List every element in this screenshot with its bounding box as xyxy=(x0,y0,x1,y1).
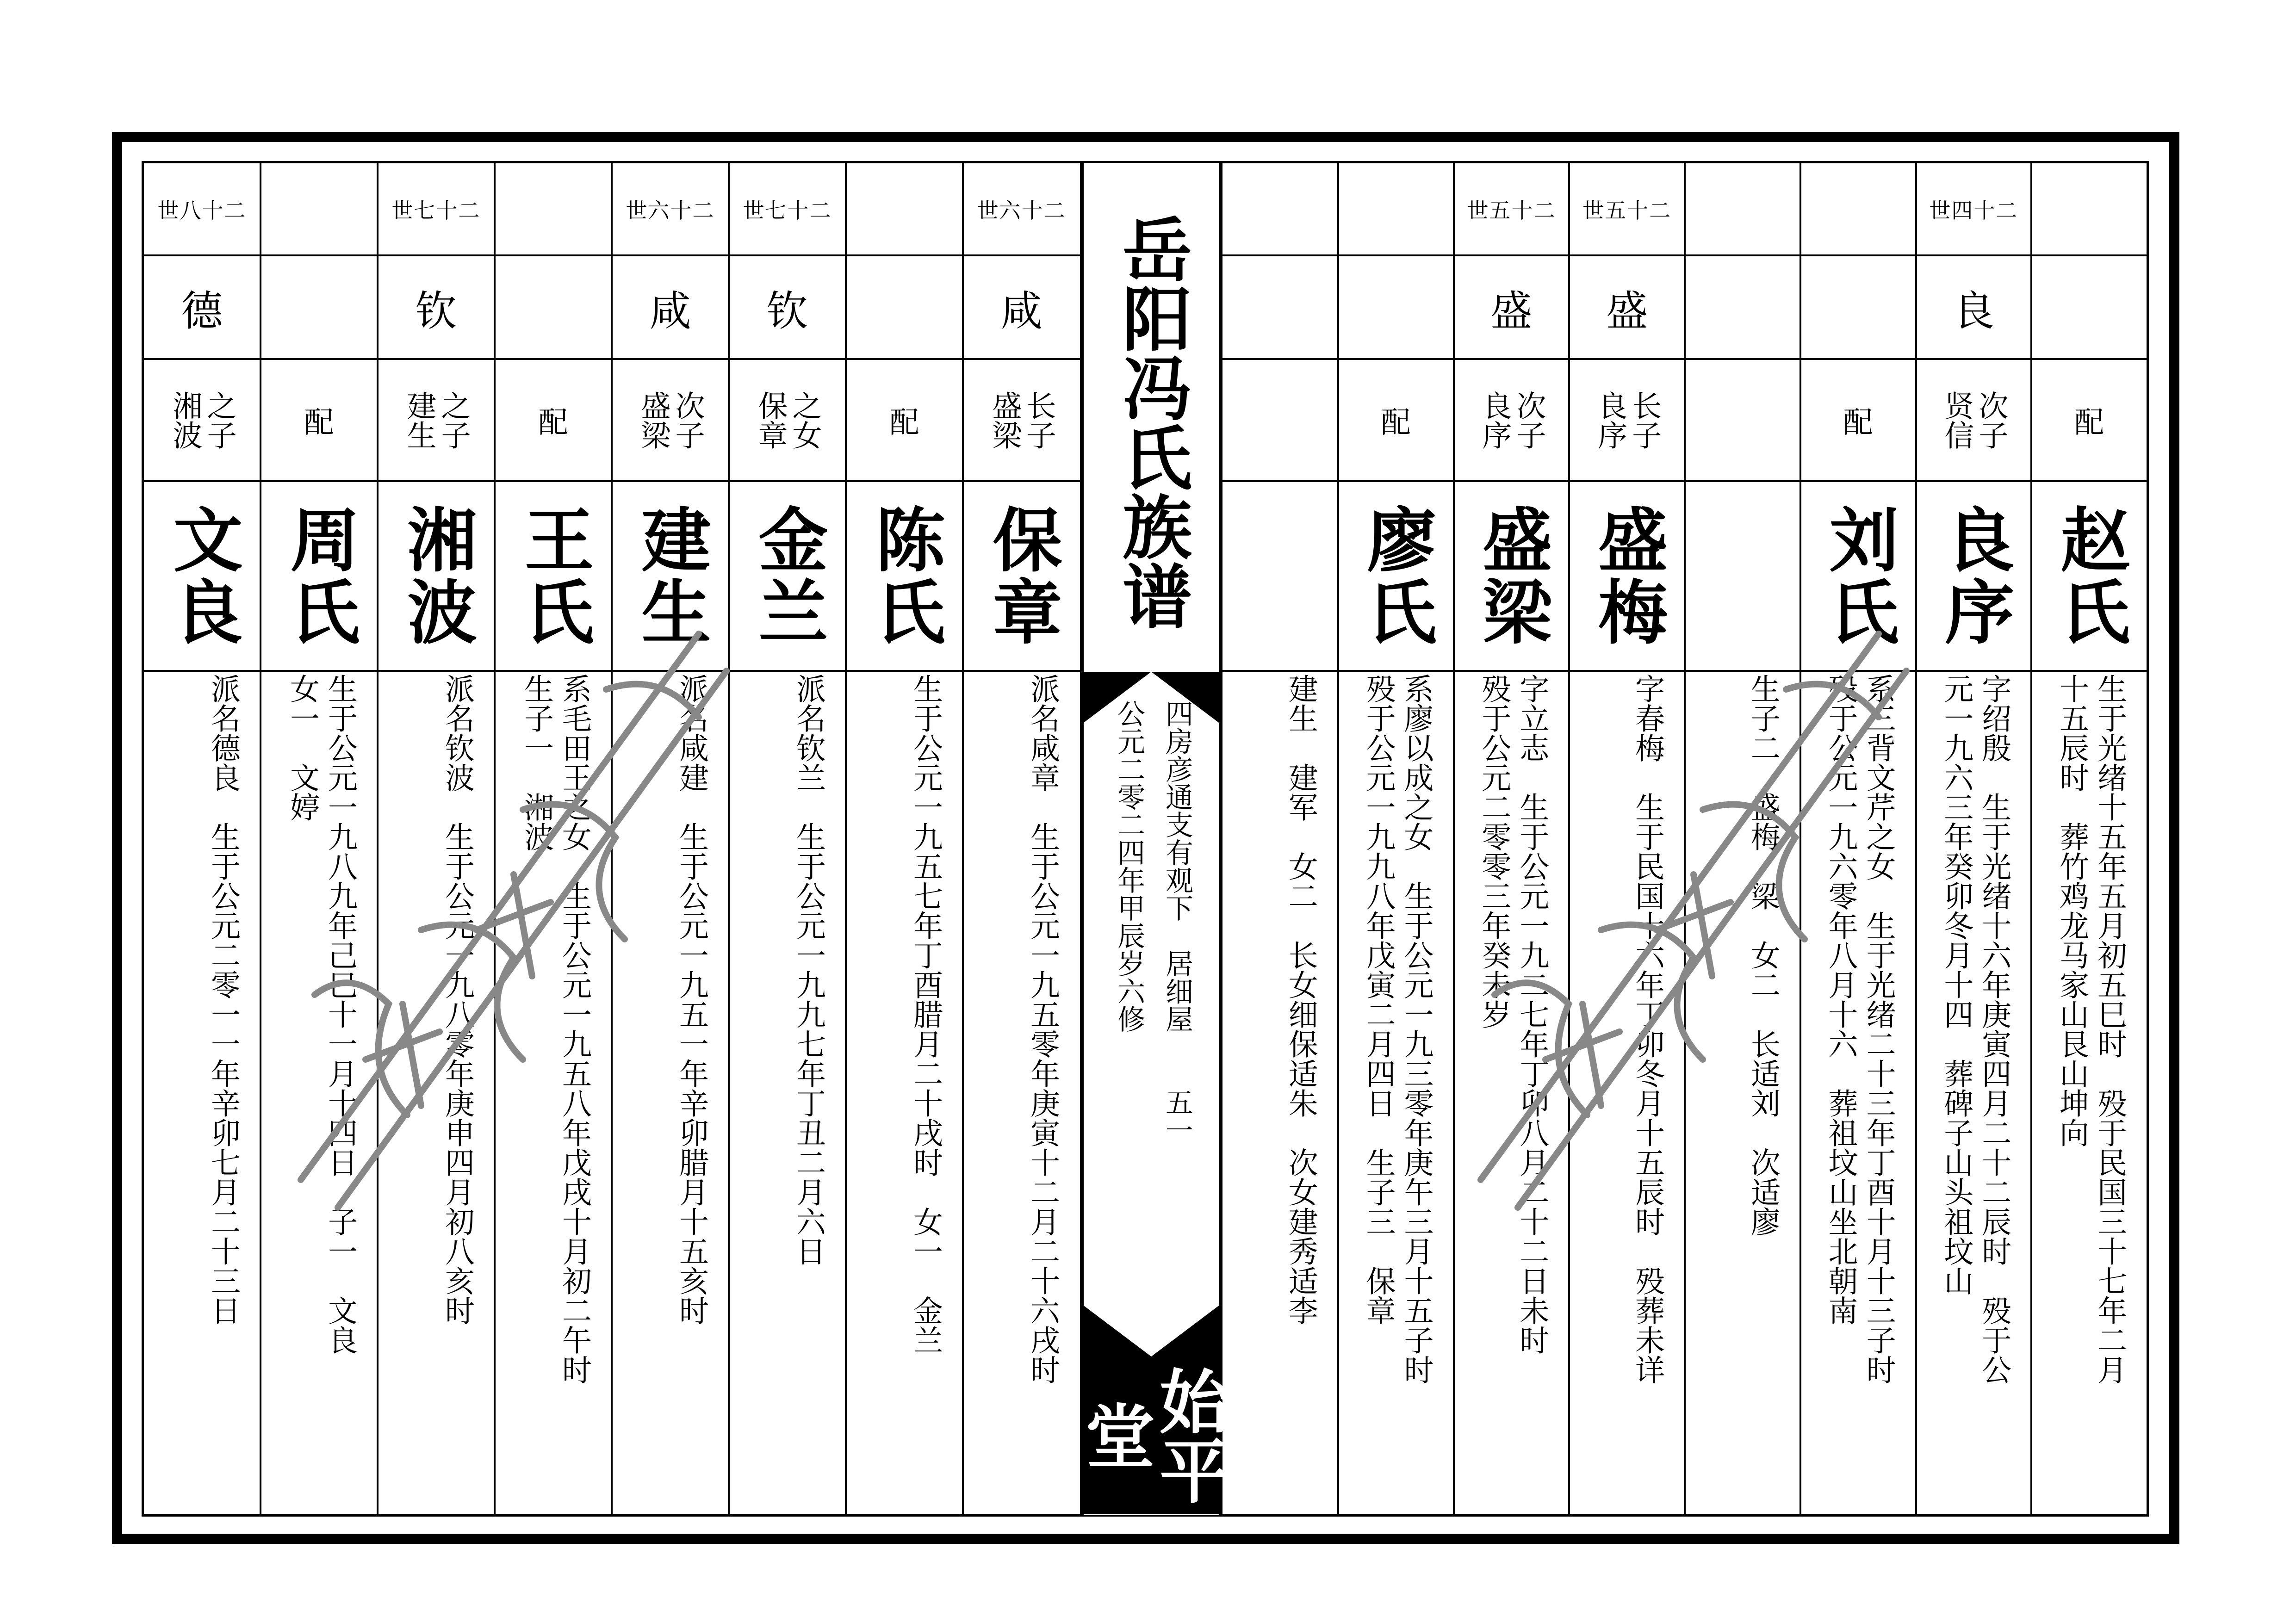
person-name: 盛梅 xyxy=(1586,504,1668,648)
generation-cell xyxy=(1338,163,1454,255)
person-name-cell xyxy=(261,481,378,671)
relation-text: 配 xyxy=(1381,406,1411,440)
generation-cell xyxy=(1800,163,1916,255)
generation-char: 德 xyxy=(181,287,223,335)
generation-char: 钦 xyxy=(766,287,808,335)
generation-char-cell xyxy=(612,255,729,359)
generation-char: 良 xyxy=(1953,287,1995,335)
generation-char: 咸 xyxy=(649,287,691,335)
generation-label: 世七十二 xyxy=(391,198,481,223)
relation-text: 之子 xyxy=(202,390,236,450)
generation-cell xyxy=(963,163,1080,255)
relation-text: 盛梁 xyxy=(636,390,670,450)
relation-text: 长子 xyxy=(1627,390,1662,450)
generation-cell xyxy=(846,163,963,255)
biography-text: 系廖以成之女 生于公元一九三零年庚午三月十五子时 殁于公元一九九八年戊寅二月四日 生子三 保章 xyxy=(1361,674,1433,1384)
biography-text: 生于公元一九五七年丁酉腊月二十戌时 女一 金兰 xyxy=(908,674,943,1355)
biography-cell xyxy=(1222,671,1338,1509)
generation-char-cell xyxy=(1222,255,1338,359)
generation-label: 世五十二 xyxy=(1467,198,1556,223)
person-name-cell xyxy=(1800,481,1916,671)
relation-cell xyxy=(612,359,729,481)
generation-char-cell xyxy=(2031,255,2147,359)
biography-text: 生于光绪十五年五月初五巳时 殁于民国三十七年二月 十五辰时 葬竹鸡龙马家山艮山坤向 xyxy=(2054,674,2127,1384)
generation-cell xyxy=(143,163,261,255)
generation-char-cell xyxy=(1338,255,1454,359)
person-name: 廖氏 xyxy=(1355,504,1437,648)
revision-note: 公元二零二四年甲辰岁六修 xyxy=(1113,700,1145,1033)
relation-text: 配 xyxy=(538,406,568,440)
relation-text: 保章 xyxy=(753,390,788,450)
biography-text: 派名咸章 生于公元一九五零年庚寅十二月二十六戌时 xyxy=(1025,674,1060,1384)
generation-char: 钦 xyxy=(415,287,457,335)
generation-cell xyxy=(261,163,378,255)
generation-char-cell xyxy=(729,255,846,359)
relation-text: 配 xyxy=(2074,406,2104,440)
biography-text: 字绍殷 生于光绪十六年庚寅四月二十二辰时 殁于公 元一九六三年癸卯冬月十四 葬碑子山头祖坟山 xyxy=(1939,674,2011,1384)
person-name: 陈氏 xyxy=(863,504,945,648)
biography-cell xyxy=(143,671,261,1509)
relation-text: 次子 xyxy=(1511,390,1546,450)
biography-text: 建生 建军 女二 长女细保适朱 次女建秀适李 xyxy=(1283,674,1318,1325)
person-name: 保章 xyxy=(980,504,1062,648)
relation-text: 良序 xyxy=(1477,390,1512,450)
relation-text: 次子 xyxy=(670,390,705,450)
person-name-cell xyxy=(1222,481,1338,671)
person-name-cell xyxy=(1338,481,1454,671)
book-title: 岳阳冯氏族谱 xyxy=(1111,214,1192,630)
branch-note: 四房彦通支有观下 居细屋 五一 xyxy=(1161,700,1193,1144)
relation-cell xyxy=(495,359,612,481)
relation-cell xyxy=(261,359,378,481)
biography-text: 派名钦兰 生于公元一九九七年丁丑二月六日 xyxy=(791,674,825,1266)
relation-text: 湘波 xyxy=(168,390,202,450)
generation-char: 咸 xyxy=(1000,287,1043,335)
relation-cell xyxy=(1222,359,1338,481)
person-name-cell xyxy=(1685,481,1800,671)
biography-cell xyxy=(612,671,729,1509)
generation-cell xyxy=(1685,163,1800,255)
relation-text: 之女 xyxy=(787,390,822,450)
relation-text: 配 xyxy=(1843,406,1873,440)
person-name-cell xyxy=(1569,481,1685,671)
generation-char-cell xyxy=(1916,255,2032,359)
biography-cell xyxy=(378,671,495,1509)
relation-cell xyxy=(1338,359,1454,481)
divider-bottom xyxy=(1084,1306,1219,1357)
biography-cell xyxy=(495,671,612,1509)
relation-text: 配 xyxy=(889,406,919,440)
center-panel xyxy=(1074,163,1229,1515)
person-name-cell xyxy=(2031,481,2147,671)
person-name-cell xyxy=(495,481,612,671)
generation-char-cell xyxy=(1454,255,1570,359)
generation-label: 世五十二 xyxy=(1582,198,1672,223)
generation-label: 世六十二 xyxy=(626,198,715,223)
person-name: 赵氏 xyxy=(2048,504,2130,648)
biography-text: 系三背文芹之女 生于光绪二十三年丁酉十月十三子时 殁于公元一九六零年八月十六 葬祖坟山坐北朝南 xyxy=(1823,674,1896,1384)
person-name-cell xyxy=(378,481,495,671)
biography-text: 字立志 生于公元一九二七年丁卯八月二十二日未时 殁于公元二零零三年癸未岁 xyxy=(1477,674,1549,1355)
generation-cell xyxy=(729,163,846,255)
generation-label: 世六十二 xyxy=(977,198,1066,223)
relation-text: 建生 xyxy=(402,390,436,450)
generation-char: 盛 xyxy=(1490,287,1533,335)
biography-text: 派名钦波 生于公元一九八零年庚申四月初八亥时 xyxy=(440,674,474,1325)
generation-char-cell xyxy=(495,255,612,359)
biography-cell xyxy=(846,671,963,1509)
biography-cell xyxy=(1454,671,1570,1509)
biography-cell xyxy=(1916,671,2032,1509)
generation-char-cell xyxy=(1685,255,1800,359)
relation-cell xyxy=(1800,359,1916,481)
generation-cell xyxy=(1569,163,1685,255)
generation-label: 世八十二 xyxy=(157,198,247,223)
relation-cell xyxy=(1685,359,1800,481)
generation-cell xyxy=(1916,163,2032,255)
generation-cell xyxy=(378,163,495,255)
relation-text: 良序 xyxy=(1593,390,1627,450)
person-name-cell xyxy=(846,481,963,671)
relation-text: 次子 xyxy=(1973,390,2008,450)
generation-char-cell xyxy=(1800,255,1916,359)
relation-text: 贤信 xyxy=(1939,390,1974,450)
generation-cell xyxy=(1222,163,1338,255)
biography-text: 生于公元一九八九年己巳十一月十四日 子一 文良 女一 文婷 xyxy=(285,674,357,1355)
generation-char: 盛 xyxy=(1606,287,1648,335)
generation-cell xyxy=(495,163,612,255)
person-name-cell xyxy=(612,481,729,671)
relation-text: 配 xyxy=(304,406,334,440)
hall-name: 始平堂 xyxy=(1084,1357,1219,1514)
relation-cell xyxy=(378,359,495,481)
person-name-cell xyxy=(143,481,261,671)
relation-cell xyxy=(143,359,261,481)
biography-cell xyxy=(1569,671,1685,1509)
generation-char-cell xyxy=(846,255,963,359)
biography-text: 生子二 盛梅 梁 女二 长适刘 次适廖 xyxy=(1745,674,1780,1236)
person-name: 文良 xyxy=(161,504,243,648)
biography-cell xyxy=(261,671,378,1509)
generation-cell xyxy=(612,163,729,255)
biography-text: 字春梅 生于民国十六年丁卯冬月十五辰时 殁葬未详 xyxy=(1630,674,1664,1384)
relation-cell xyxy=(1916,359,2032,481)
relation-cell xyxy=(1454,359,1570,481)
person-name: 刘氏 xyxy=(1817,504,1899,648)
biography-cell xyxy=(729,671,846,1509)
generation-label: 世七十二 xyxy=(743,198,832,223)
generation-char-cell xyxy=(143,255,261,359)
person-name: 王氏 xyxy=(512,504,594,648)
person-name-cell xyxy=(1454,481,1570,671)
person-name: 周氏 xyxy=(278,504,360,648)
generation-cell xyxy=(2031,163,2147,255)
relation-cell xyxy=(846,359,963,481)
relation-cell xyxy=(963,359,1080,481)
generation-label: 世四十二 xyxy=(1929,198,2018,223)
generation-cell xyxy=(1454,163,1570,255)
biography-cell xyxy=(963,671,1080,1509)
person-name: 盛梁 xyxy=(1471,504,1552,648)
person-name-cell xyxy=(1916,481,2032,671)
relation-cell xyxy=(729,359,846,481)
person-name: 湘波 xyxy=(395,504,477,648)
biography-text: 派名德良 生于公元二零一一年辛卯七月二十三日 xyxy=(206,674,240,1325)
relation-text: 之子 xyxy=(436,390,471,450)
generation-char-cell xyxy=(261,255,378,359)
relation-cell xyxy=(2031,359,2147,481)
person-name: 良序 xyxy=(1933,504,2015,648)
relation-text: 盛梁 xyxy=(987,390,1022,450)
biography-cell xyxy=(2031,671,2147,1509)
generation-char-cell xyxy=(1569,255,1685,359)
person-name-cell xyxy=(729,481,846,671)
generation-char-cell xyxy=(378,255,495,359)
relation-cell xyxy=(1569,359,1685,481)
divider-top xyxy=(1084,672,1219,723)
biography-cell xyxy=(1800,671,1916,1509)
biography-cell xyxy=(1685,671,1800,1509)
biography-text: 系毛田王之女 生于公元一九五八年戊戌十月初二午时 生子一 湘波 xyxy=(519,674,591,1384)
biography-text: 派名咸建 生于公元一九五一年辛卯腊月十五亥时 xyxy=(674,674,708,1325)
relation-text: 长子 xyxy=(1021,390,1056,450)
person-name: 建生 xyxy=(629,504,711,648)
person-name: 金兰 xyxy=(746,504,828,648)
biography-cell xyxy=(1338,671,1454,1509)
generation-char-cell xyxy=(963,255,1080,359)
person-name-cell xyxy=(963,481,1080,671)
